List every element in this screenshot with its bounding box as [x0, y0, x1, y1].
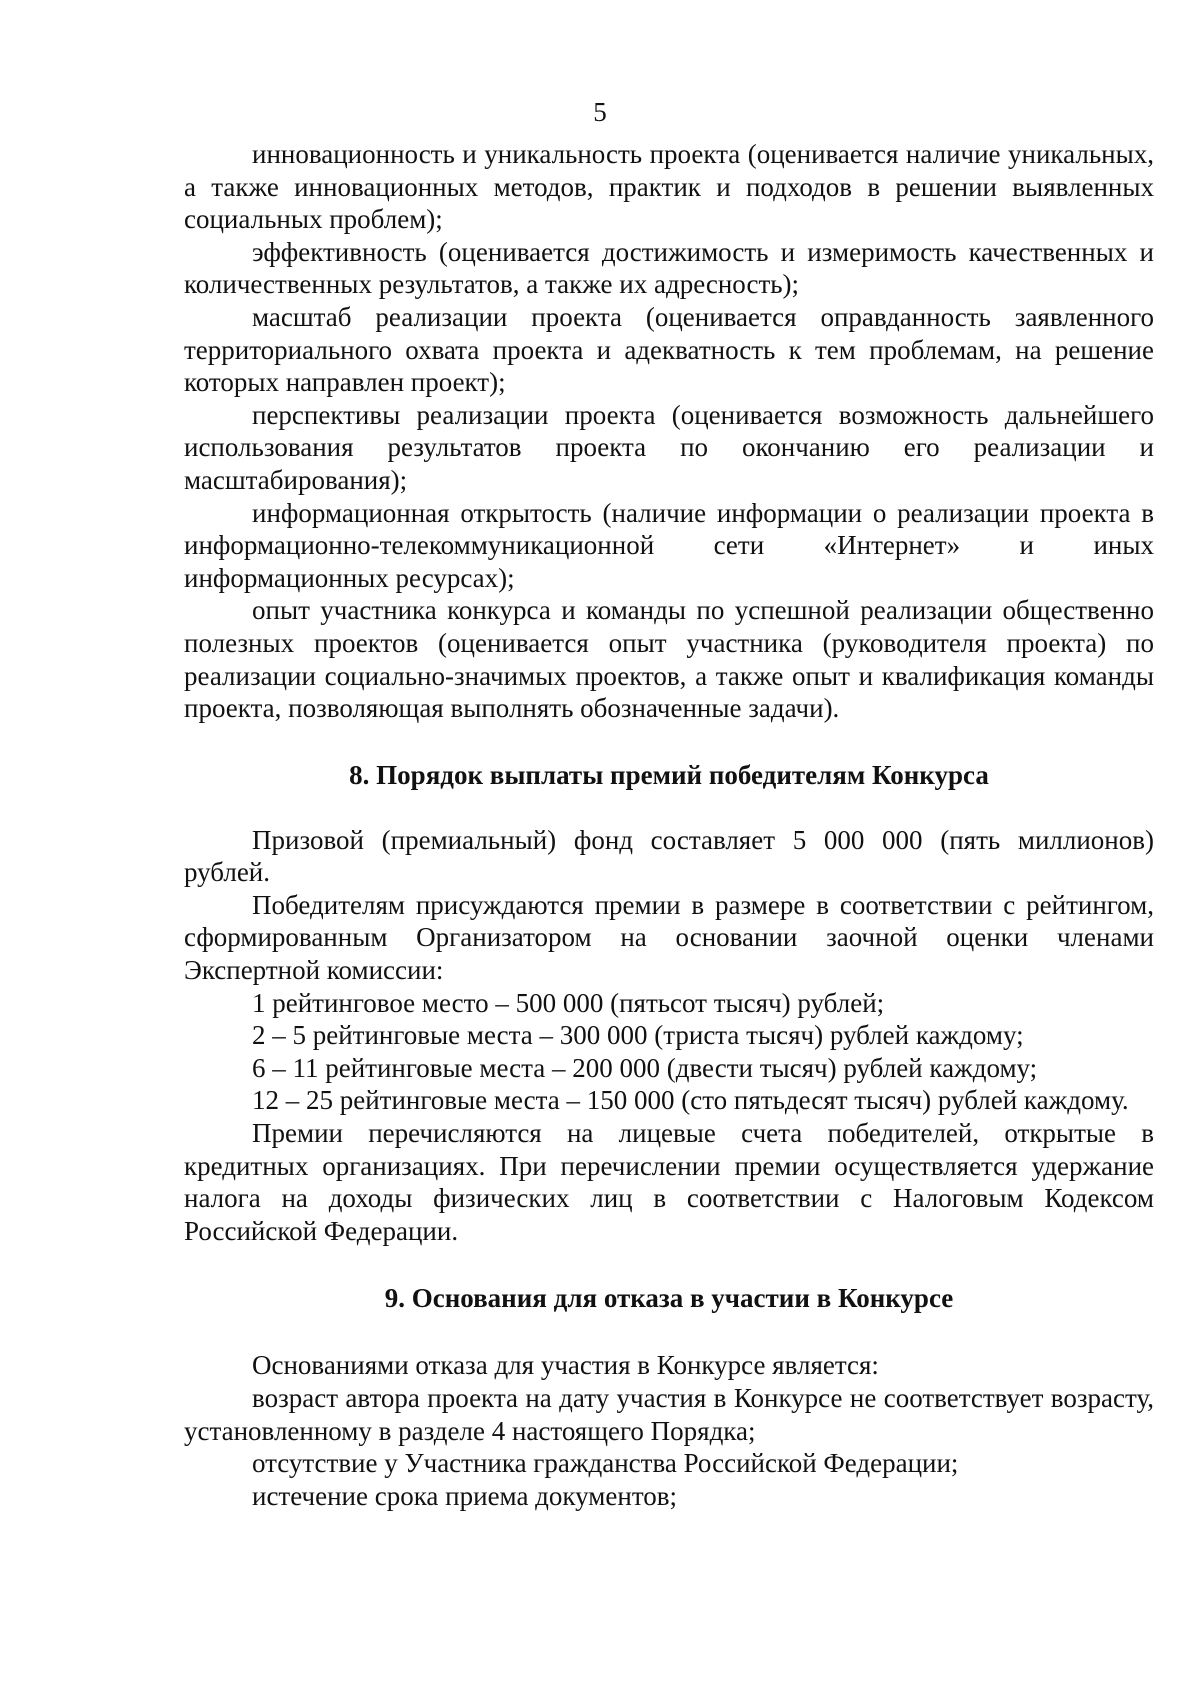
prize-award-paragraph: Победителям присуждаются премии в размере в соответствии с рейтингом, сформированным Организатором на основании заочной оценки членами Экспертной комиссии: [184, 889, 1154, 986]
prize-rank-1: 1 рейтинговое место – 500 000 (пятьсот тысяч) рублей; [252, 987, 885, 1018]
criterion-scale: масштаб реализации проекта (оценивается оправданность заявленного территориального охвата проекта и адекватность к тем проблемам, на решение которых направлен проект); [184, 301, 1154, 398]
refusal-citizenship: отсутствие у Участника гражданства Российской Федерации; [252, 1448, 959, 1479]
criterion-perspectives: перспективы реализации проекта (оценивается возможность дальнейшего использования результатов проекта по окончанию его реализации и масштабирования); [184, 399, 1154, 495]
prize-rank-2-5: 2 – 5 рейтинговые места – 300 000 (триста тысяч) рублей каждому; [252, 1020, 1024, 1051]
criterion-experience: опыт участника конкурса и команды по успешной реализации общественно полезных проектов (оценивается опыт участника (руководителя проекта) по реализации социально-значимых проектов, а также опыт и квалификация команды проекта, позволяющая выполнять обозначенные задачи). [184, 595, 1154, 724]
prize-transfer-paragraph: Премии перечисляются на лицевые счета победителей, открытые в кредитных организациях. При перечислении премии осуществляется удержание налога на доходы физических лиц в соответствии с Налоговым Кодексом Российской Федерации. [184, 1118, 1154, 1246]
page-number: 5 [593, 97, 607, 127]
refusal-intro: Основаниями отказа для участия в Конкурсе является: [252, 1350, 879, 1381]
criterion-openness: информационная открытость (наличие информации о реализации проекта в информационно-телекоммуникационной сети «Интернет» и иных информационных ресурсах); [184, 497, 1154, 593]
refusal-age: возраст автора проекта на дату участия в Конкурсе не соответствует возрасту, установленному в разделе 4 настоящего Порядка; [184, 1383, 1154, 1446]
criterion-efficiency: эффективность (оценивается достижимость и измеримость качественных и количественных результатов, а также их адресность); [184, 236, 1154, 300]
document-body [184, 138, 1154, 1512]
prize-fund-paragraph: Призовой (премиальный) фонд составляет 5 000 000 (пять миллионов) рублей. [184, 824, 1154, 888]
section-9-heading: 9. Основания для отказа в участии в Конкурсе [384, 1283, 954, 1314]
prize-rank-12-25: 12 – 25 рейтинговые места – 150 000 (сто пятьдесят тысяч) рублей каждому. [252, 1085, 1129, 1116]
section-8-heading: 8. Порядок выплаты премий победителям Конкурса [349, 759, 989, 790]
prize-rank-6-11: 6 – 11 рейтинговые места – 200 000 (двести тысяч) рублей каждому; [252, 1052, 1038, 1083]
criterion-innovation: инновационность и уникальность проекта (оценивается наличие уникальных, а также инновационных методов, практик и подходов в решении выявленных социальных проблем); [184, 139, 1154, 235]
refusal-deadline: истечение срока приема документов; [252, 1480, 678, 1511]
